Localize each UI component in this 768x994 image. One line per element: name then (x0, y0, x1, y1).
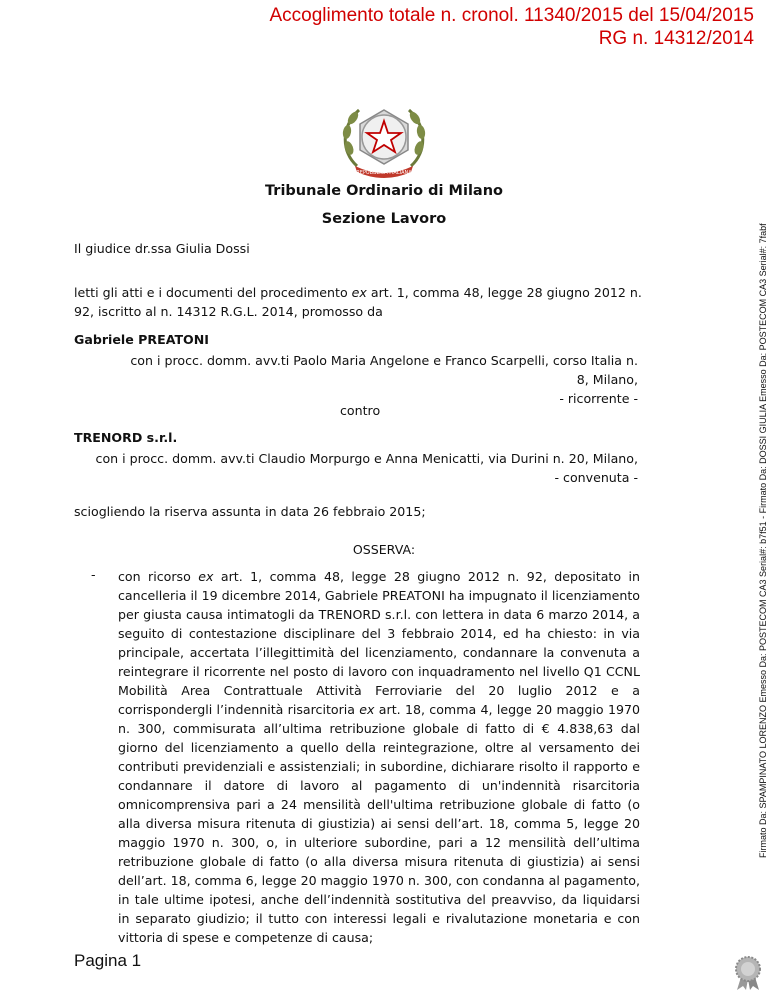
plaintiff-lawyers-line-2: 8, Milano, (576, 372, 638, 387)
intro-text-1: letti gli atti e i documenti del procedimento (74, 285, 352, 300)
header-line-2: RG n. 14312/2014 (598, 28, 754, 49)
court-section: Sezione Lavoro (321, 211, 447, 227)
digital-signature-text: Firmato Da: SPAMPINATO LORENZO Emesso Da: POSTECOM CA3 Serial#: b7f51 - Firmato Da: DOSSI GIULIA Emesso Da: POSTECOM CA3 Serial#: 7fabf (758, 223, 768, 858)
defendant-lawyers-line-1: con i procc. domm. avv.ti Claudio Morpurgo e Anna Menicatti, via Durini n. 20, Milano, (95, 451, 638, 466)
document-header-stamp (270, 4, 755, 50)
body-text-3: art. 18, comma 4, legge 20 maggio 1970 n. 300, commisurata all’ultima retribuzione globale di fatto di € 4.838,63 dal giorno del licenziamento a quello della reintegrazione, oltre al versamento dei contributi previdenziali e assistenziali; in subordine, dichiarare risolto il rapporto e condannare il datore di lavoro al pagamento di un'indennità risarcitoria omnicomprensiva pari a 24 mensilità dell'ultima retribuzione globale di fatto (o alla diversa misura ritenuta di giustizia) ai sensi dell’art. 18, comma 5, legge 20 maggio 1970 n. 300, o, in ulteriore subordine, pari a 12 mensilità dell’ultima retribuzione globale di fatto (o alla diversa misura ritenuta di giustizia) ai sensi dell’art. 18, comma 6, legge 20 maggio 1970 n. 300, con condanna al pagamento, in tale ultime ipotesi, anche dell’indennità sostitutiva del preavviso, da liquidarsi in separato giudizio; il tutto con interessi legali e rivalutazione monetaria e con vittoria di spese e competenze di causa; (118, 702, 640, 945)
judge-line: Il giudice dr.ssa Giulia Dossi (74, 241, 250, 256)
court-name: Tribunale Ordinario di Milano (265, 183, 503, 199)
intro-text-2: art. 1, comma 48, legge 28 giugno 2012 n. 92, iscritto al n. 14312 R.G.L. 2014, promosso da (74, 285, 642, 319)
header-line-1: Accoglimento totale n. cronol. 11340/2015 del 15/04/2015 (269, 5, 754, 26)
certified-seal-icon (731, 955, 765, 991)
body-text-1: con ricorso (118, 569, 199, 584)
body-paragraph (118, 567, 640, 947)
osserva-heading: OSSERVA: (352, 542, 416, 557)
bullet-dash: - (91, 567, 96, 582)
emblem-text: REPUBBLICA ITALIANA (356, 170, 412, 176)
intro-paragraph (74, 283, 644, 321)
defendant-lawyers (78, 449, 638, 487)
page-number: Pagina 1 (74, 951, 142, 970)
body-text-2: art. 1, comma 48, legge 28 giugno 2012 n. 92, depositato in cancelleria il 19 dicembre 2014, Gabriele PREATONI ha impugnato il licenziamento per giusta causa intimatogli da TRENORD s.r.l. con lettera in data 6 marzo 2014, a seguito di contestazione disciplinare del 3 febbraio 2014, ed ha chiesto: in via principale, accertata l’illegittimità del licenziamento, condannare la convenuta a reintegrare il ricorrente nel posto di lavoro con inquadramento nel livello Q1 CCNL Mobilità Area Contrattuale Attività Ferroviarie del 20 luglio 2012 e a corrispondergli l’indennità risarcitoria (118, 569, 640, 717)
riserva-line: sciogliendo la riserva assunta in data 26 febbraio 2015; (74, 504, 426, 519)
intro-ex: ex (351, 285, 367, 300)
plaintiff-lawyers-line-1: con i procc. domm. avv.ti Paolo Maria Angelone e Franco Scarpelli, corso Italia n. (130, 353, 638, 368)
plaintiff-name: Gabriele PREATONI (74, 332, 209, 347)
defendant-role: - convenuta - (554, 470, 638, 485)
defendant-name: TRENORD s.r.l. (74, 430, 178, 445)
italian-republic-emblem-icon (337, 100, 431, 180)
body-ex-1: ex (198, 569, 214, 584)
contro-label: contro (340, 403, 381, 418)
plaintiff-role: - ricorrente - (559, 391, 638, 406)
plaintiff-lawyers (108, 351, 638, 408)
body-ex-2: ex (359, 702, 375, 717)
